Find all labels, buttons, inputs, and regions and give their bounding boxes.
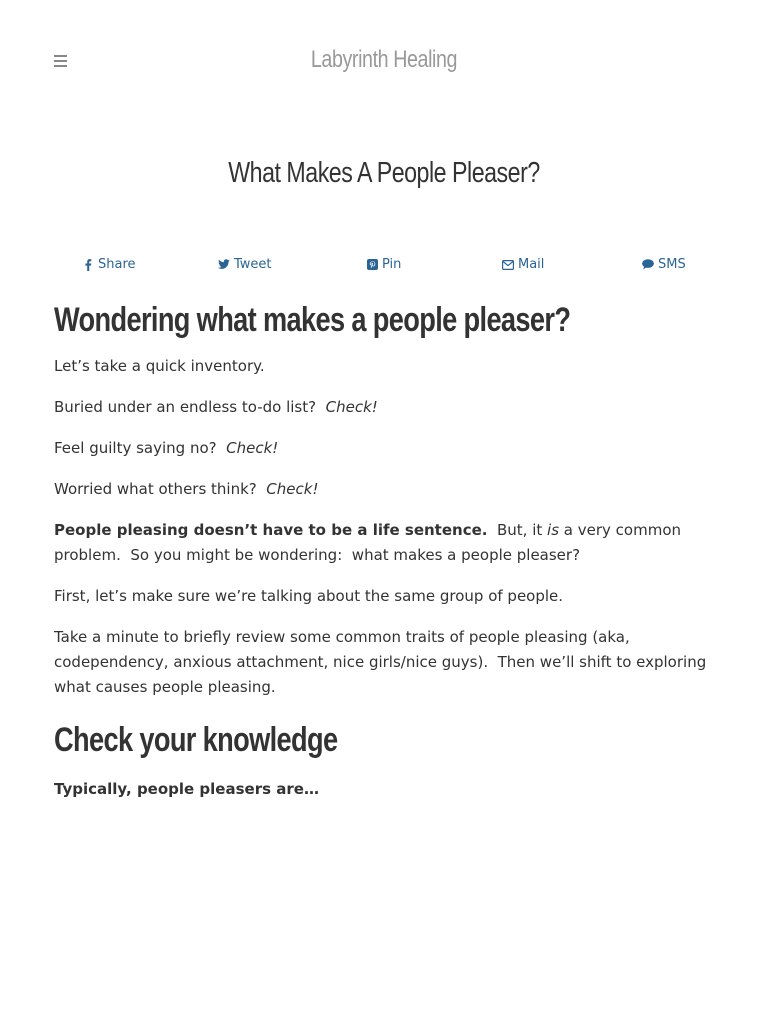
envelope-icon — [502, 259, 514, 271]
emphasis-text: is — [547, 520, 560, 539]
paragraph — [54, 518, 714, 568]
share-pinterest-label: Pin — [382, 257, 402, 272]
paragraph — [54, 354, 714, 379]
twitter-icon — [218, 259, 230, 271]
strong-text: People pleasing doesn’t have to be a life sentence. — [54, 520, 488, 539]
emphasis-text: Check! — [325, 397, 378, 416]
paragraph-text: a very common problem. So you might be wondering: what makes a people pleaser? — [54, 520, 686, 564]
site-title[interactable]: Labyrinth Healing — [310, 46, 458, 73]
paragraph-text: Feel guilty saying no? — [54, 438, 227, 457]
site-header — [0, 0, 768, 120]
paragraph — [54, 625, 714, 700]
paragraph — [54, 584, 714, 609]
paragraph-text: Buried under an endless to-do list? — [54, 397, 326, 416]
section-heading: Wondering what makes a people pleaser? — [54, 301, 571, 339]
paragraph — [54, 477, 714, 502]
chat-bubble-icon — [642, 259, 654, 271]
menu-button[interactable] — [54, 55, 70, 71]
paragraph-text: But, it — [487, 520, 548, 539]
paragraph — [54, 777, 714, 802]
share-facebook-button[interactable] — [82, 257, 136, 272]
share-bar — [54, 257, 714, 277]
page-title: What Makes A People Pleaser? — [228, 157, 540, 189]
section-heading: Check your knowledge — [54, 720, 338, 759]
emphasis-text: Check! — [226, 438, 279, 457]
share-mail-label: Mail — [518, 257, 545, 272]
paragraph — [54, 395, 714, 420]
article-body — [54, 300, 714, 802]
share-sms-button[interactable] — [642, 257, 686, 272]
paragraph-text: Let’s take a quick inventory. — [54, 356, 265, 375]
hamburger-icon — [54, 55, 70, 67]
share-facebook-label: Share — [98, 257, 136, 272]
paragraph-text: First, let’s make sure we’re talking about the same group of people. — [54, 586, 564, 605]
emphasis-text: Check! — [266, 479, 319, 498]
share-twitter-button[interactable] — [218, 257, 272, 272]
facebook-icon — [82, 259, 94, 271]
share-mail-button[interactable] — [502, 257, 544, 272]
paragraph — [54, 436, 714, 461]
share-twitter-label: Tweet — [234, 257, 272, 272]
share-pinterest-button[interactable] — [366, 257, 401, 272]
strong-text: Typically, people pleasers are… — [54, 779, 319, 798]
share-sms-label: SMS — [658, 257, 686, 272]
paragraph-text: Take a minute to briefly review some common traits of people pleasing (aka, codependency, anxious attachment, nice girls/nice guys). Then we’ll shift to exploring what causes people pleasing. — [54, 627, 712, 696]
pinterest-icon — [366, 259, 378, 271]
paragraph-text: Worried what others think? — [54, 479, 267, 498]
